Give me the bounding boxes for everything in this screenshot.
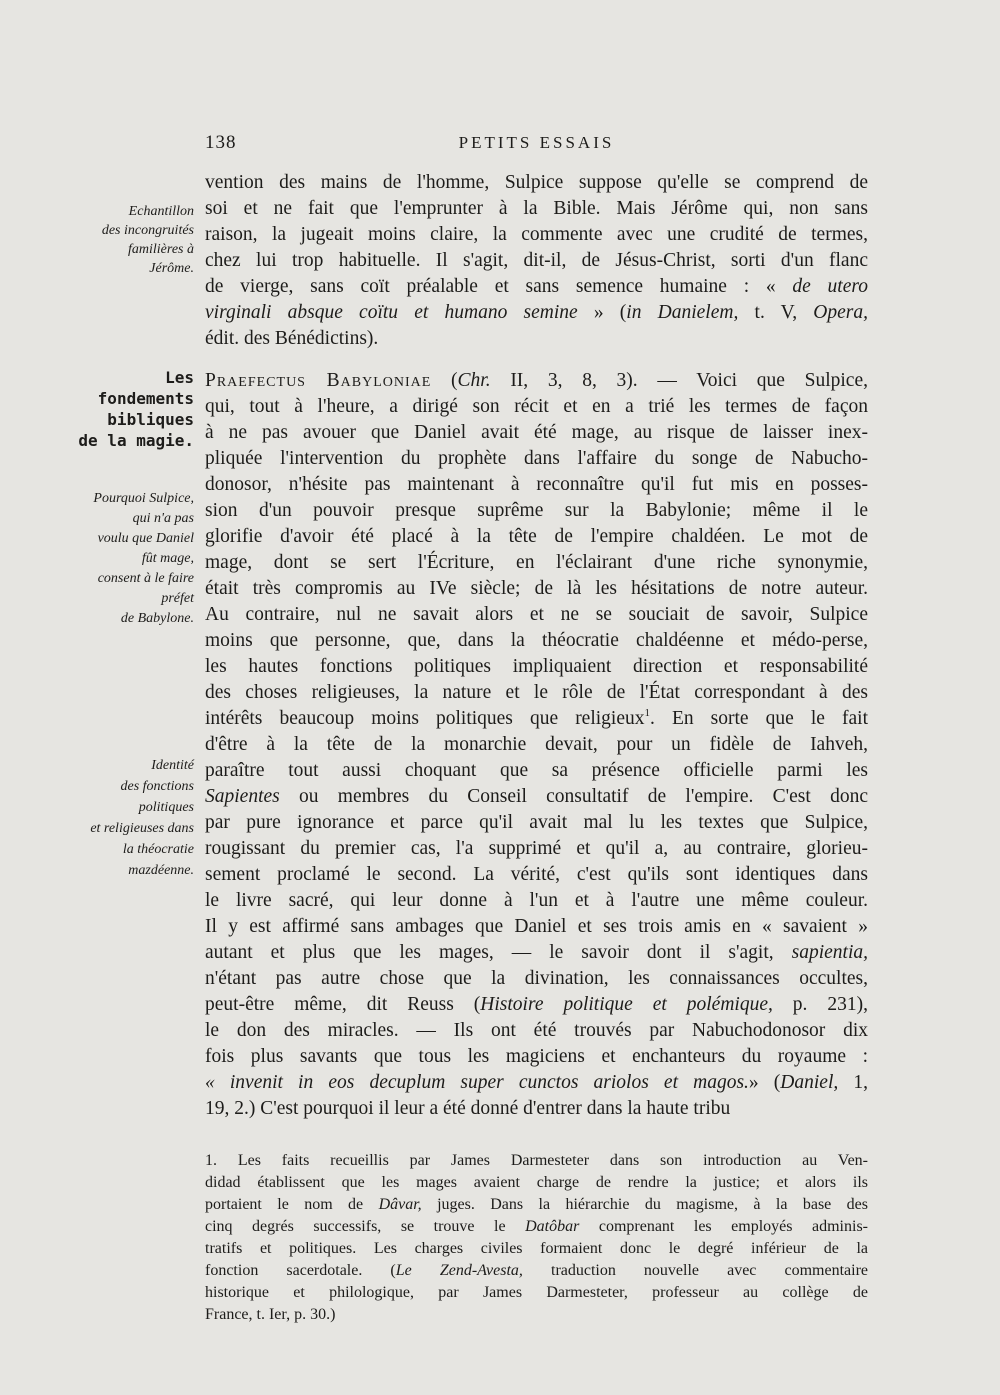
body-line: pliquée l'intervention du prophète dans l'affaire du songe de Nabucho- xyxy=(205,448,868,469)
body-line xyxy=(205,300,868,326)
text-run: traduction nouvelle avec commentaire xyxy=(522,1262,868,1279)
text-run: 1, xyxy=(838,1072,868,1093)
margin-note-pourquoi xyxy=(60,489,194,629)
text-run: cinq degrés successifs, se trouve le xyxy=(205,1218,526,1235)
citation: in Danielem, xyxy=(626,302,739,323)
body-line: les hautes fonctions politiques impliquaient direction et responsabilité xyxy=(205,656,868,677)
text-run: II, 3, 8, 3). — Voici que Sulpice, xyxy=(490,370,868,391)
body-line: Au contraire, nul ne savait alors et ne se souciait de savoir, Sulpice xyxy=(205,604,868,625)
text-run: juges. Dans la hiérarchie du magisme, à la base des xyxy=(421,1196,868,1213)
text-run: intérêts beaucoup moins politiques que religieux xyxy=(205,708,645,729)
body-line: qui, tout à l'heure, a dirigé son récit et en a trié les termes de façon xyxy=(205,396,868,417)
text-run: » ( xyxy=(577,302,627,323)
margin-line: Pourquoi Sulpice, xyxy=(93,491,194,506)
body-line xyxy=(205,940,868,966)
section-title: Praefectus Babyloniae xyxy=(205,370,432,391)
body-line: 19, 2.) C'est pourquoi il leur a été donné d'entrer dans la haute tribu xyxy=(205,1098,731,1119)
citation: Opera, xyxy=(813,302,868,323)
body-line xyxy=(205,706,868,732)
body-line: était très compromis au IVe siècle; de là les hésitations de notre auteur. xyxy=(205,578,868,599)
term: Datôbar xyxy=(525,1218,580,1235)
latin-quote: « invenit in eos decuplum super cunctos ariolos et magos. xyxy=(205,1072,749,1093)
margin-line: consent à le faire xyxy=(97,571,194,586)
text-run: ( xyxy=(431,370,458,391)
margin-line: la théocratie xyxy=(122,842,194,857)
margin-line: voulu que Daniel xyxy=(97,531,194,546)
margin-line: fondements xyxy=(97,389,194,408)
margin-line: politiques xyxy=(138,800,194,815)
text-run: peut-être même, dit Reuss ( xyxy=(205,994,481,1015)
body-line xyxy=(205,368,868,394)
body-line: soi et ne fait que l'emprunter à la Bible. Mais Jérôme qui, non sans xyxy=(205,198,868,219)
margin-line: de Babylone. xyxy=(120,611,194,626)
body-line: vention des mains de l'homme, Sulpice suppose qu'elle se comprend de xyxy=(205,172,868,193)
text-run: autant et plus que les mages, — le savoir dont il s'agit, xyxy=(205,942,792,963)
body-line: mage, dont se sert l'Écriture, en l'éclairant d'une riche synonymie, xyxy=(205,552,868,573)
body-line xyxy=(205,274,868,300)
page-number: 138 xyxy=(205,132,237,153)
footnote-line: 1. Les faits recueillis par James Darmesteter dans son introduction au Ven- xyxy=(205,1152,868,1169)
footnote-ref: 1 xyxy=(644,707,650,719)
margin-line: Echantillon xyxy=(128,204,194,219)
body-line: sion d'un pouvoir presque suprême sur la Babylonie; même il le xyxy=(205,500,868,521)
latin-quote: virginali absque coïtu et humano semine xyxy=(205,302,578,323)
body-line: à ne pas avouer que Daniel avait été mage, au risque de laisser inex- xyxy=(205,422,868,443)
margin-line: qui n'a pas xyxy=(132,511,194,526)
margin-line: Les xyxy=(165,368,194,387)
citation: Chr. xyxy=(457,370,491,391)
footnote-line xyxy=(205,1260,868,1282)
text-run: ou membres du Conseil consultatif de l'empire. C'est donc xyxy=(279,786,868,807)
footnote-line xyxy=(205,1216,868,1238)
footnote-line: France, t. Ier, p. 30.) xyxy=(205,1306,336,1323)
body-line xyxy=(205,1070,868,1096)
margin-line: fût mage, xyxy=(141,551,194,566)
body-line: rougissant du premier cas, l'a supprimé et qu'il a, au contraire, glorieu- xyxy=(205,838,868,859)
latin-term: sapientia, xyxy=(791,942,868,963)
margin-line: de la magie. xyxy=(78,431,194,450)
text-run: de vierge, sans coït préalable et sans semence humaine : « xyxy=(205,276,793,297)
margin-line: des fonctions xyxy=(120,779,194,794)
citation: Le Zend-Avesta, xyxy=(395,1262,523,1279)
text-run: fonction sacerdotale. ( xyxy=(205,1262,396,1279)
body-line: donosor, n'hésite pas maintenant à reconnaître qu'il fut mis en posses- xyxy=(205,474,868,495)
text-run: p. 231), xyxy=(772,994,869,1015)
citation: Histoire politique et polémique, xyxy=(480,994,773,1015)
body-line: chez lui trop habituelle. Il s'agit, dit-il, de Jésus-Christ, sorti d'un flanc xyxy=(205,250,868,271)
margin-line: Identité xyxy=(151,758,194,773)
margin-line: bibliques xyxy=(107,410,194,429)
body-line: paraître tout aussi choquant que sa présence officielle parmi les xyxy=(205,760,868,781)
term: Dâvar, xyxy=(378,1196,422,1213)
body-line: d'être à la tête de la monarchie devait, pour un fidèle de Iahveh, xyxy=(205,734,868,755)
citation: Daniel, xyxy=(780,1072,839,1093)
body-line: le don des miracles. — Ils ont été trouvés par Nabuchodonosor dix xyxy=(205,1020,868,1041)
body-line xyxy=(205,992,868,1018)
margin-note-echantillon xyxy=(60,202,194,278)
margin-line: et religieuses dans xyxy=(90,821,194,836)
footnote-line: tratifs et politiques. Les charges civiles formaient donc le degré inférieur de la xyxy=(205,1240,868,1257)
margin-line: préfet xyxy=(161,591,194,606)
footnote-line xyxy=(205,1194,868,1216)
text-run: . En sorte que le fait xyxy=(650,708,868,729)
margin-line: Jérôme. xyxy=(149,261,194,276)
text-run: portaient le nom de xyxy=(205,1196,379,1213)
body-line: n'étant pas autre chose que la divination, les connaissances occultes, xyxy=(205,968,868,989)
text-run: comprenant les employés adminis- xyxy=(579,1218,868,1235)
body-line: fois plus savants que tous les magiciens et enchanteurs du royaume : xyxy=(205,1046,868,1067)
margin-line: mazdéenne. xyxy=(128,863,194,878)
latin-term: Sapientes xyxy=(205,786,280,807)
body-line: le livre sacré, qui leur donne à l'un et à l'autre une même couleur. xyxy=(205,890,868,911)
margin-line: des incongruités xyxy=(101,223,194,238)
body-line xyxy=(205,784,868,810)
body-line: édit. des Bénédictins). xyxy=(205,328,379,349)
text-run: t. V, xyxy=(738,302,814,323)
footnote-line: didad établissent que les mages avaient charge de rendre la justice; et alors ils xyxy=(205,1174,868,1191)
running-title: PETITS ESSAIS xyxy=(458,133,615,152)
body-line: glorifie d'avoir été placé à la tête de l'empire chaldéen. Le mot de xyxy=(205,526,868,547)
margin-note-identite xyxy=(60,755,194,881)
body-line: Il y est affirmé sans ambages que Daniel et ses trois amis en « savaient » xyxy=(205,916,868,937)
margin-note-fondements xyxy=(60,367,194,451)
footnote-line: historique et philologique, par James Darmesteter, professeur au collège de xyxy=(205,1284,868,1301)
latin-quote: de utero xyxy=(792,276,868,297)
body-line: sement proclamé le second. La vérité, c'est qu'ils sont identiques dans xyxy=(205,864,868,885)
margin-line: familières à xyxy=(128,242,194,257)
body-line: des choses religieuses, la nature et le rôle de l'État correspondant à des xyxy=(205,682,868,703)
body-line: raison, la jugeait moins claire, la commente avec une crudité de termes, xyxy=(205,224,868,245)
body-line: moins que personne, que, dans la théocratie chaldéenne et médo-perse, xyxy=(205,630,868,651)
text-run: » ( xyxy=(748,1072,781,1093)
body-line: par pure ignorance et parce qu'il avait mal lu les textes que Sulpice, xyxy=(205,812,868,833)
